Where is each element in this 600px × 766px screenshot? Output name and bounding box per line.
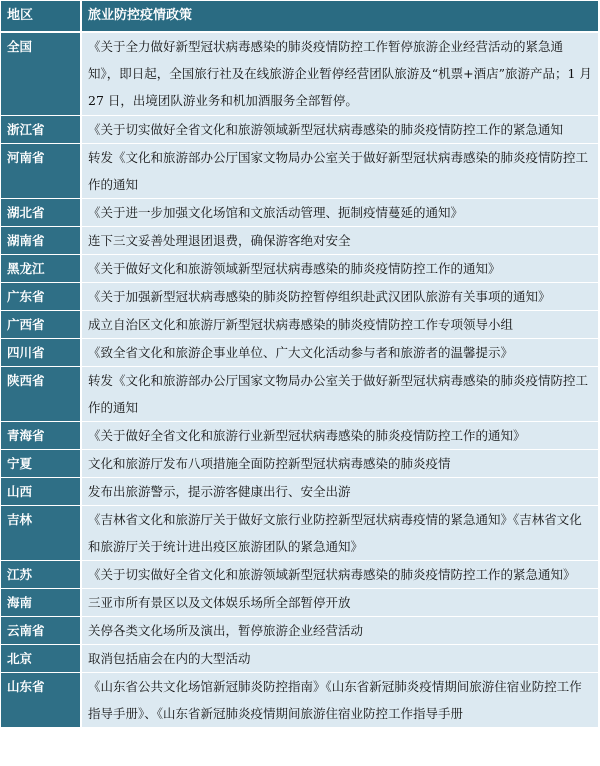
table-row — [1, 561, 598, 589]
region-cell: 海南 — [1, 589, 81, 617]
policy-cell: 《关于切实做好全省文化和旅游领域新型冠状病毒感染的肺炎疫情防控工作的紧急通知》 — [81, 561, 598, 589]
policy-cell: 《致全省文化和旅游企事业单位、广大文化活动参与者和旅游者的温馨提示》 — [81, 339, 598, 367]
table-row — [1, 367, 598, 422]
table-row — [1, 450, 598, 478]
table-row — [1, 506, 598, 561]
region-cell: 全国 — [1, 32, 81, 116]
table-row — [1, 422, 598, 450]
region-cell: 黑龙江 — [1, 255, 81, 283]
region-cell: 吉林 — [1, 506, 81, 561]
policy-cell: 《关于加强新型冠状病毒感染的肺炎防控暂停组织赴武汉团队旅游有关事项的通知》 — [81, 283, 598, 311]
policy-cell: 转发《文化和旅游部办公厅国家文物局办公室关于做好新型冠状病毒感染的肺炎疫情防控工作的通知 — [81, 367, 598, 422]
policy-cell: 《关于做好文化和旅游领域新型冠状病毒感染的肺炎疫情防控工作的通知》 — [81, 255, 598, 283]
table-row — [1, 617, 598, 645]
table-row — [1, 32, 598, 116]
table-row — [1, 116, 598, 144]
policy-cell: 文化和旅游厅发布八项措施全面防控新型冠状病毒感染的肺炎疫情 — [81, 450, 598, 478]
table-row — [1, 144, 598, 199]
policy-cell: 《山东省公共文化场馆新冠肺炎防控指南》《山东省新冠肺炎疫情期间旅游住宿业防控工作指导手册》、《山东省新冠肺炎疫情期间旅游住宿业防控工作指导手册 — [81, 673, 598, 728]
region-cell: 北京 — [1, 645, 81, 673]
policy-cell: 连下三文妥善处理退团退费，确保游客绝对安全 — [81, 227, 598, 255]
table-row — [1, 673, 598, 728]
region-cell: 江苏 — [1, 561, 81, 589]
policy-cell: 取消包括庙会在内的大型活动 — [81, 645, 598, 673]
region-cell: 湖北省 — [1, 199, 81, 227]
table-row — [1, 283, 598, 311]
region-cell: 青海省 — [1, 422, 81, 450]
policy-cell: 《关于切实做好全省文化和旅游领域新型冠状病毒感染的肺炎疫情防控工作的紧急通知 — [81, 116, 598, 144]
policy-column-header: 旅业防控疫情政策 — [81, 1, 598, 32]
region-cell: 广西省 — [1, 311, 81, 339]
policy-cell: 《关于进一步加强文化场馆和文旅活动管理、扼制疫情蔓延的通知》 — [81, 199, 598, 227]
region-cell: 宁夏 — [1, 450, 81, 478]
region-cell: 山东省 — [1, 673, 81, 728]
region-cell: 山西 — [1, 478, 81, 506]
policy-cell: 发布出旅游警示，提示游客健康出行、安全出游 — [81, 478, 598, 506]
policy-cell: 三亚市所有景区以及文体娱乐场所全部暂停开放 — [81, 589, 598, 617]
policy-cell: 关停各类文化场所及演出，暂停旅游企业经营活动 — [81, 617, 598, 645]
policy-table — [1, 1, 598, 728]
policy-cell: 《关于全力做好新型冠状病毒感染的肺炎疫情防控工作暂停旅游企业经营活动的紧急通知》，即日起，全国旅行社及在线旅游企业暂停经营团队旅游及“机票+酒店”旅游产品；1 月 27 日，出境团队游业务和机加酒服务全部暂停。 — [81, 32, 598, 116]
region-cell: 广东省 — [1, 283, 81, 311]
policy-cell: 转发《文化和旅游部办公厅国家文物局办公室关于做好新型冠状病毒感染的肺炎疫情防控工作的通知 — [81, 144, 598, 199]
table-row — [1, 227, 598, 255]
policy-cell: 《关于做好全省文化和旅游行业新型冠状病毒感染的肺炎疫情防控工作的通知》 — [81, 422, 598, 450]
region-cell: 四川省 — [1, 339, 81, 367]
region-cell: 河南省 — [1, 144, 81, 199]
table-row — [1, 478, 598, 506]
region-cell: 陕西省 — [1, 367, 81, 422]
table-row — [1, 255, 598, 283]
region-cell: 浙江省 — [1, 116, 81, 144]
policy-cell: 《吉林省文化和旅游厅关于做好文旅行业防控新型冠状病毒疫情的紧急通知》《吉林省文化和旅游厅关于统计进出疫区旅游团队的紧急通知》 — [81, 506, 598, 561]
table-row — [1, 589, 598, 617]
region-column-header: 地区 — [1, 1, 81, 32]
header-row — [1, 1, 598, 32]
region-cell: 云南省 — [1, 617, 81, 645]
table-row — [1, 311, 598, 339]
region-cell: 湖南省 — [1, 227, 81, 255]
table-row — [1, 199, 598, 227]
policy-cell: 成立自治区文化和旅游厅新型冠状病毒感染的肺炎疫情防控工作专项领导小组 — [81, 311, 598, 339]
table-row — [1, 645, 598, 673]
table-row — [1, 339, 598, 367]
